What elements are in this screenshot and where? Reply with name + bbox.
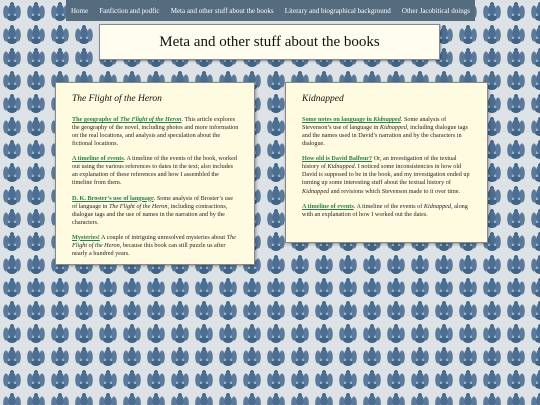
kidnapped-item-age — [302, 155, 472, 195]
geography-link-title: The Flight of the Heron — [119, 116, 182, 123]
mysteries-link[interactable]: Mysteries! — [72, 233, 100, 241]
heron-timeline-link[interactable]: A timeline of events — [72, 155, 124, 163]
heron-item-geography — [72, 116, 239, 148]
kidnapped-language-desc-end: , including dialogue tags and the names used in David’s narration and by the characters in dialogue. — [302, 124, 468, 148]
top-nav — [66, 0, 475, 21]
geography-link[interactable] — [72, 116, 182, 123]
geography-link-text: The geography of — [72, 116, 120, 123]
david-age-title: Kidnapped — [327, 163, 355, 171]
broster-language-desc-end: , including contractions, dialogue tags and the use of names in the narration and by the characters. — [72, 202, 228, 226]
mysteries-desc: A couple of intriguing unresolved mysteries about — [99, 233, 227, 241]
mysteries-desc-end: , because this book can still puzzle us after nearly a hundred years. — [72, 241, 226, 257]
heron-timeline-desc: . A timeline of the events of the book, worked out using the various references to dates in the text; also includes an explanation of these references and how I assembled the timeline from them. — [72, 155, 237, 187]
david-age-desc-mid: . I noticed some inconsistencies in how old David is supposed to be in the book, and my investigation ended up turning up some interesting stuff about the textual history of — [302, 163, 470, 187]
kidnapped-language-link-text: Some notes on language in — [302, 116, 374, 123]
david-age-desc-end: and revisions which Stevenson made to it over time. — [329, 187, 461, 195]
nav-fanfiction[interactable]: Fanfiction and podfic — [99, 6, 160, 15]
nav-home[interactable]: Home — [71, 6, 89, 15]
heron-heading: The Flight of the Heron — [72, 94, 162, 104]
kidnapped-item-language — [302, 116, 472, 148]
kidnapped-heading: Kidnapped — [302, 94, 344, 104]
nav-jacobitical[interactable]: Other Jacobitical doings — [401, 6, 470, 15]
heron-panel — [55, 82, 255, 265]
kidnapped-timeline-desc-end: , along with an explanation of how I worked out the dates. — [302, 202, 468, 218]
kidnapped-timeline-desc: . A timeline of the events of — [353, 202, 424, 210]
heron-item-mysteries — [72, 234, 239, 258]
kidnapped-timeline-link[interactable]: A timeline of events — [302, 202, 354, 210]
mysteries-title: The Flight of the Heron — [72, 233, 236, 249]
broster-language-title: The Flight of the Heron — [108, 202, 168, 210]
david-age-link[interactable]: How old is David Balfour? — [302, 155, 373, 163]
broster-language-link[interactable]: D. K. Broster’s use of language — [72, 194, 154, 202]
heron-item-timeline — [72, 155, 239, 187]
nav-meta[interactable]: Meta and other stuff about the books — [170, 6, 274, 15]
kidnapped-timeline-title: Kidnapped — [423, 202, 452, 210]
kidnapped-language-link[interactable] — [302, 116, 401, 123]
page-title: Meta and other stuff about the books — [99, 24, 440, 60]
broster-language-desc: . Some analysis of Broster’s use of language in — [72, 194, 234, 210]
heron-item-language — [72, 195, 239, 227]
david-age-title-2: Kidnapped — [302, 187, 330, 195]
kidnapped-panel — [285, 82, 488, 243]
kidnapped-language-desc: . Some analysis of Stevenson’s use of language in — [302, 116, 447, 132]
kidnapped-language-title: Kidnapped — [379, 124, 408, 132]
nav-literary[interactable]: Literary and biographical background — [284, 6, 391, 15]
kidnapped-item-timeline — [302, 203, 472, 219]
david-age-desc: Or, an investigation of the textual history of — [302, 155, 457, 171]
geography-desc: . This article explores the geography of the novel, including photos and more information on the real locations, and analysis and speculation about the fictional locations. — [72, 116, 239, 148]
kidnapped-language-link-title: Kidnapped — [373, 116, 401, 123]
